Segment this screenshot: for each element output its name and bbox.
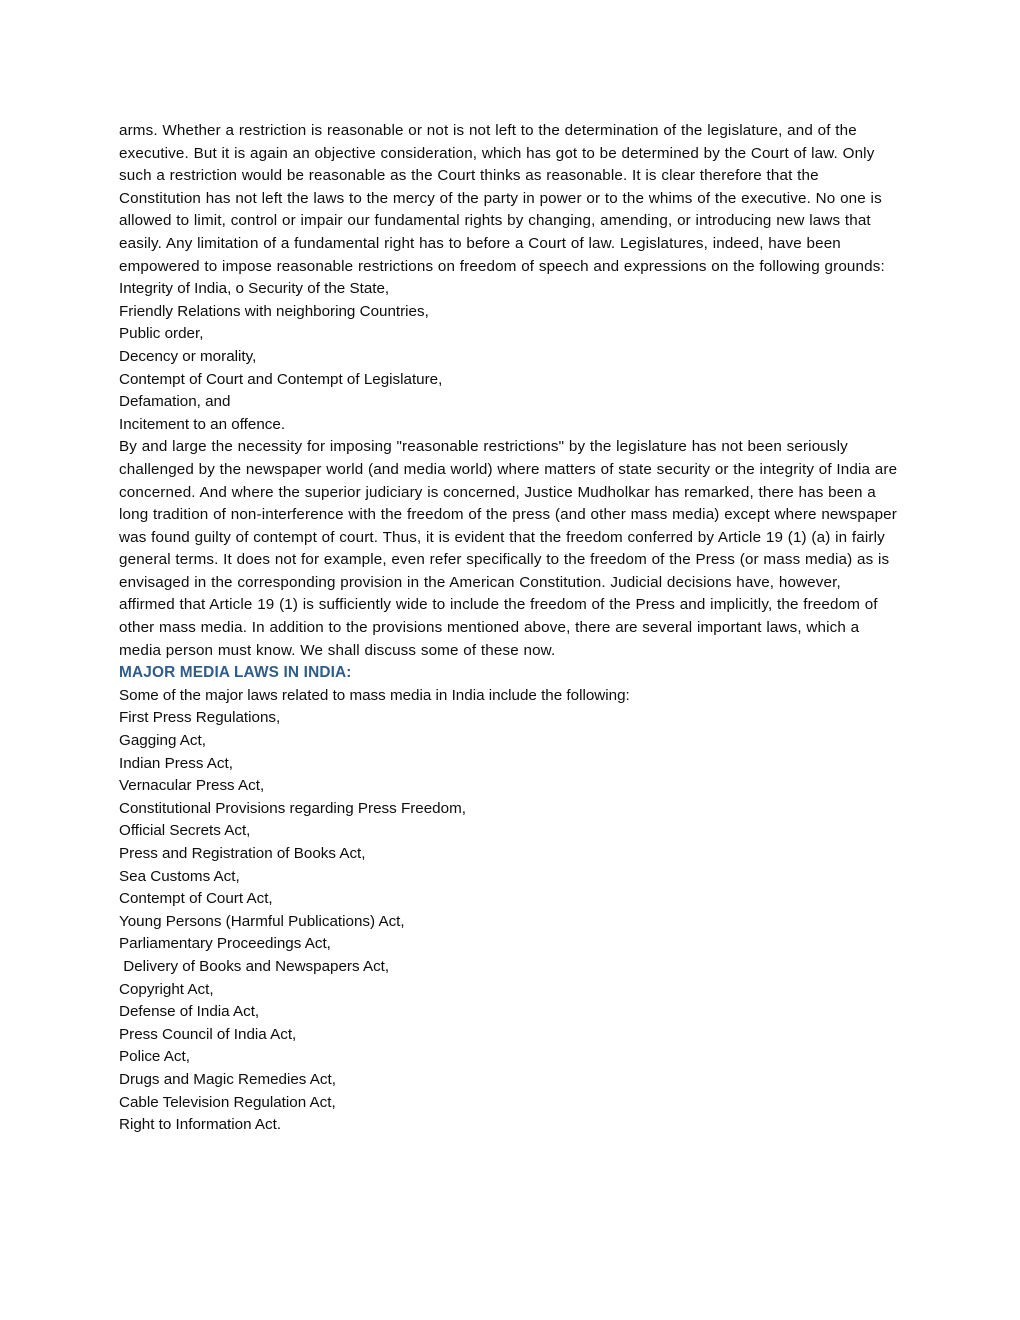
media-laws-list <box>119 707 901 1136</box>
list-item: Right to Information Act. <box>119 1116 282 1134</box>
list-item: Drugs and Magic Remedies Act, <box>119 1070 336 1088</box>
page-title: MAJOR MEDIA LAWS IN INDIA: <box>119 664 352 682</box>
grounds-list <box>119 278 901 436</box>
list-item: Public order, <box>119 325 204 343</box>
list-item: Friendly Relations with neighboring Countries, <box>119 302 429 320</box>
list-item: Official Secrets Act, <box>119 822 251 840</box>
section-intro-text: Some of the major laws related to mass media in India include the following: <box>119 686 630 704</box>
list-item: Delivery of Books and Newspapers Act, <box>119 957 390 975</box>
list-item: Vernacular Press Act, <box>119 777 265 795</box>
list-item: Press Council of India Act, <box>119 1025 297 1043</box>
list-item: Indian Press Act, <box>119 754 233 772</box>
list-item: Gagging Act, <box>119 732 206 750</box>
list-item: Copyright Act, <box>119 980 214 998</box>
list-item: Young Persons (Harmful Publications) Act, <box>119 912 405 930</box>
list-item: Cable Television Regulation Act, <box>119 1093 336 1111</box>
list-item: Parliamentary Proceedings Act, <box>119 935 331 953</box>
list-item: Constitutional Provisions regarding Press Freedom, <box>119 799 466 817</box>
document-body <box>119 120 901 1137</box>
list-item: Decency or morality, <box>119 347 257 365</box>
paragraph-press-freedom: By and large the necessity for imposing "reasonable restrictions" by the legislature has not been seriously challenged by the newspaper world (and media world) where matters of state security or the integrity of India are concerned. And where the superior judiciary is concerned, Justice Mudholkar has remarked, there has been a long tradition of non-interference with the freedom of the press (and other mass media) except where newspaper was found guilty of contempt of court. Thus, it is evident that the freedom conferred by Article 19 (1) (a) in fairly general terms. It does not for example, even refer specifically to the freedom of the Press (or mass media) as is envisaged in the corresponding provision in the American Constitution. Judicial decisions have, however, affirmed that Article 19 (1) is sufficiently wide to include the freedom of the Press and implicitly, the freedom of other mass media. In addition to the provisions mentioned above, there are several important laws, which a media person must know. We shall discuss some of these now. <box>119 438 898 659</box>
list-item: Contempt of Court and Contempt of Legislature, <box>119 370 443 388</box>
list-item: Sea Customs Act, <box>119 867 240 885</box>
list-item: Incitement to an offence. <box>119 415 286 433</box>
list-item: Press and Registration of Books Act, <box>119 845 366 862</box>
list-item: First Press Regulations, <box>119 709 281 727</box>
list-item: Police Act, <box>119 1048 190 1066</box>
list-item: Contempt of Court Act, <box>119 890 273 908</box>
paragraph-reasonable-restrictions: arms. Whether a restriction is reasonable or not is not left to the determination of the legislature, and of the executive. But it is again an objective consideration, which has got to be determined by the Court of law. Only such a restriction would be reasonable as the Court thinks as reasonable. It is clear therefore that the Constitution has not left the laws to the mercy of the party in power or to the whims of the executive. No one is allowed to limit, control or impair our fundamental rights by changing, amending, or introducing new laws that easily. Any limitation of a fundamental right has to before a Court of law. Legislatures, indeed, have been empowered to impose reasonable restrictions on freedom of speech and expressions on the following grounds: <box>119 122 885 275</box>
list-item: Defamation, and <box>119 393 231 411</box>
list-item: Integrity of India, o Security of the State, <box>119 280 390 298</box>
list-item: Defense of India Act, <box>119 1003 260 1021</box>
